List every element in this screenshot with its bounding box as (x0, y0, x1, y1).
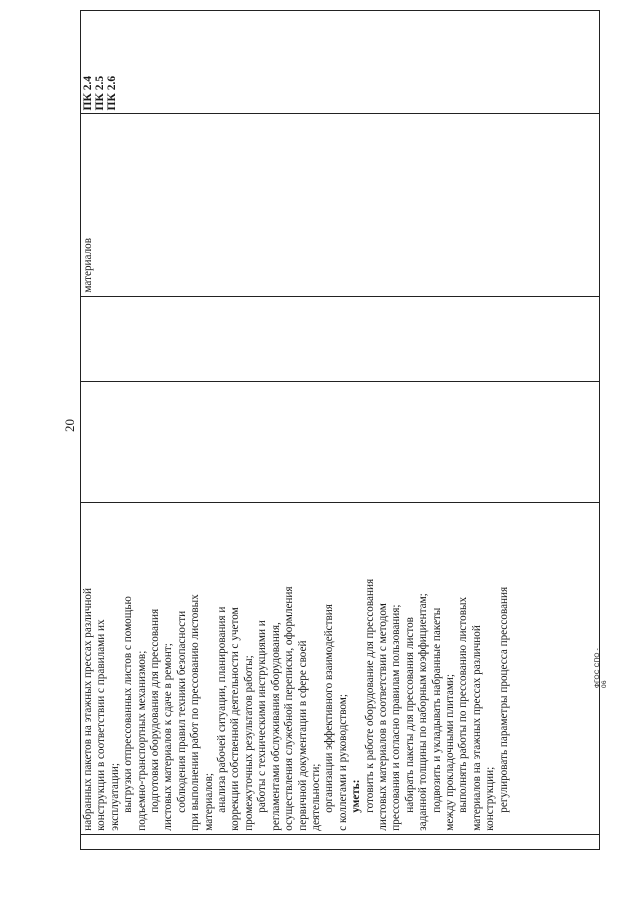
text-line: материалов на этажных прессах различной (470, 625, 483, 831)
text-line: промежуточных результатов работы; (242, 655, 255, 831)
table-row (81, 11, 600, 850)
text-line: выполнять работы по прессованию листовых (457, 596, 470, 813)
text-line: работы с техническими инструкциями и (256, 620, 269, 813)
knowledge-skills-cell (81, 503, 600, 834)
empty-cell (81, 382, 600, 503)
competencies-cell (81, 11, 600, 114)
text-line: конструкции в соответствии с правилами их (95, 619, 108, 831)
text-line: заданной толщины по наборным коэффициентам; (417, 593, 430, 831)
text-line: деятельности; (309, 763, 322, 831)
text-line: подготовки оборудования для прессования (149, 608, 162, 813)
module-name-text: материалов (82, 237, 94, 293)
module-name-cell (81, 114, 600, 296)
text-line: выгрузки отпрессованных листов с помощью (122, 596, 135, 813)
text-line: регулировать параметры процесса прессования (497, 586, 510, 813)
text-line: осуществления служебной переписки, оформления (283, 586, 296, 831)
footer-code: ФГОС СПО - 06 (594, 647, 608, 688)
text-line: прессования и согласно правилам пользования; (390, 604, 403, 831)
competency-code: ПК 2.4 (82, 75, 94, 111)
text-line: между прокладочными плитами; (443, 674, 456, 831)
text-line: уметь: (350, 779, 363, 813)
text-line: подъемно-транспортных механизмов; (135, 650, 148, 831)
text-line: материалов; (202, 772, 215, 831)
text-line: подвозить и укладывать набранные пакеты (430, 607, 443, 813)
text-line: анализа рабочей ситуации, планирования и (216, 606, 229, 813)
text-line: регламентами обслуживания оборудования, (269, 622, 282, 831)
competency-code: ПК 2.6 (106, 75, 118, 111)
text-line: набранных пакетов на этажных прессах различной (82, 588, 94, 831)
empty-cell (81, 296, 600, 382)
competency-code: ПК 2.5 (94, 75, 106, 111)
standards-table (80, 10, 600, 850)
index-cell (81, 834, 600, 849)
text-line: готовить к работе оборудование для прессования (363, 578, 376, 813)
rotated-page-content (80, 10, 600, 850)
text-line: с коллегами и руководством; (336, 694, 349, 831)
text-line: листовых материалов в соответствии с методом (376, 603, 389, 831)
text-line: первичной документации в сфере своей (296, 640, 309, 831)
text-line: набирать пакеты для прессования листов (403, 617, 416, 813)
text-line: соблюдения правил техники безопасности (175, 610, 188, 813)
page-number: 20 (62, 419, 77, 432)
text-line: организации эффективного взаимодействия (323, 604, 336, 813)
text-line: листовых материалов к сдаче в ремонт; (162, 643, 175, 831)
text-line: при выполнении работ по прессованию листовых (189, 594, 202, 831)
text-line: коррекции собственной деятельности с учетом (229, 607, 242, 831)
text-line: конструкции; (484, 766, 497, 831)
text-line: эксплуатации; (108, 763, 121, 831)
